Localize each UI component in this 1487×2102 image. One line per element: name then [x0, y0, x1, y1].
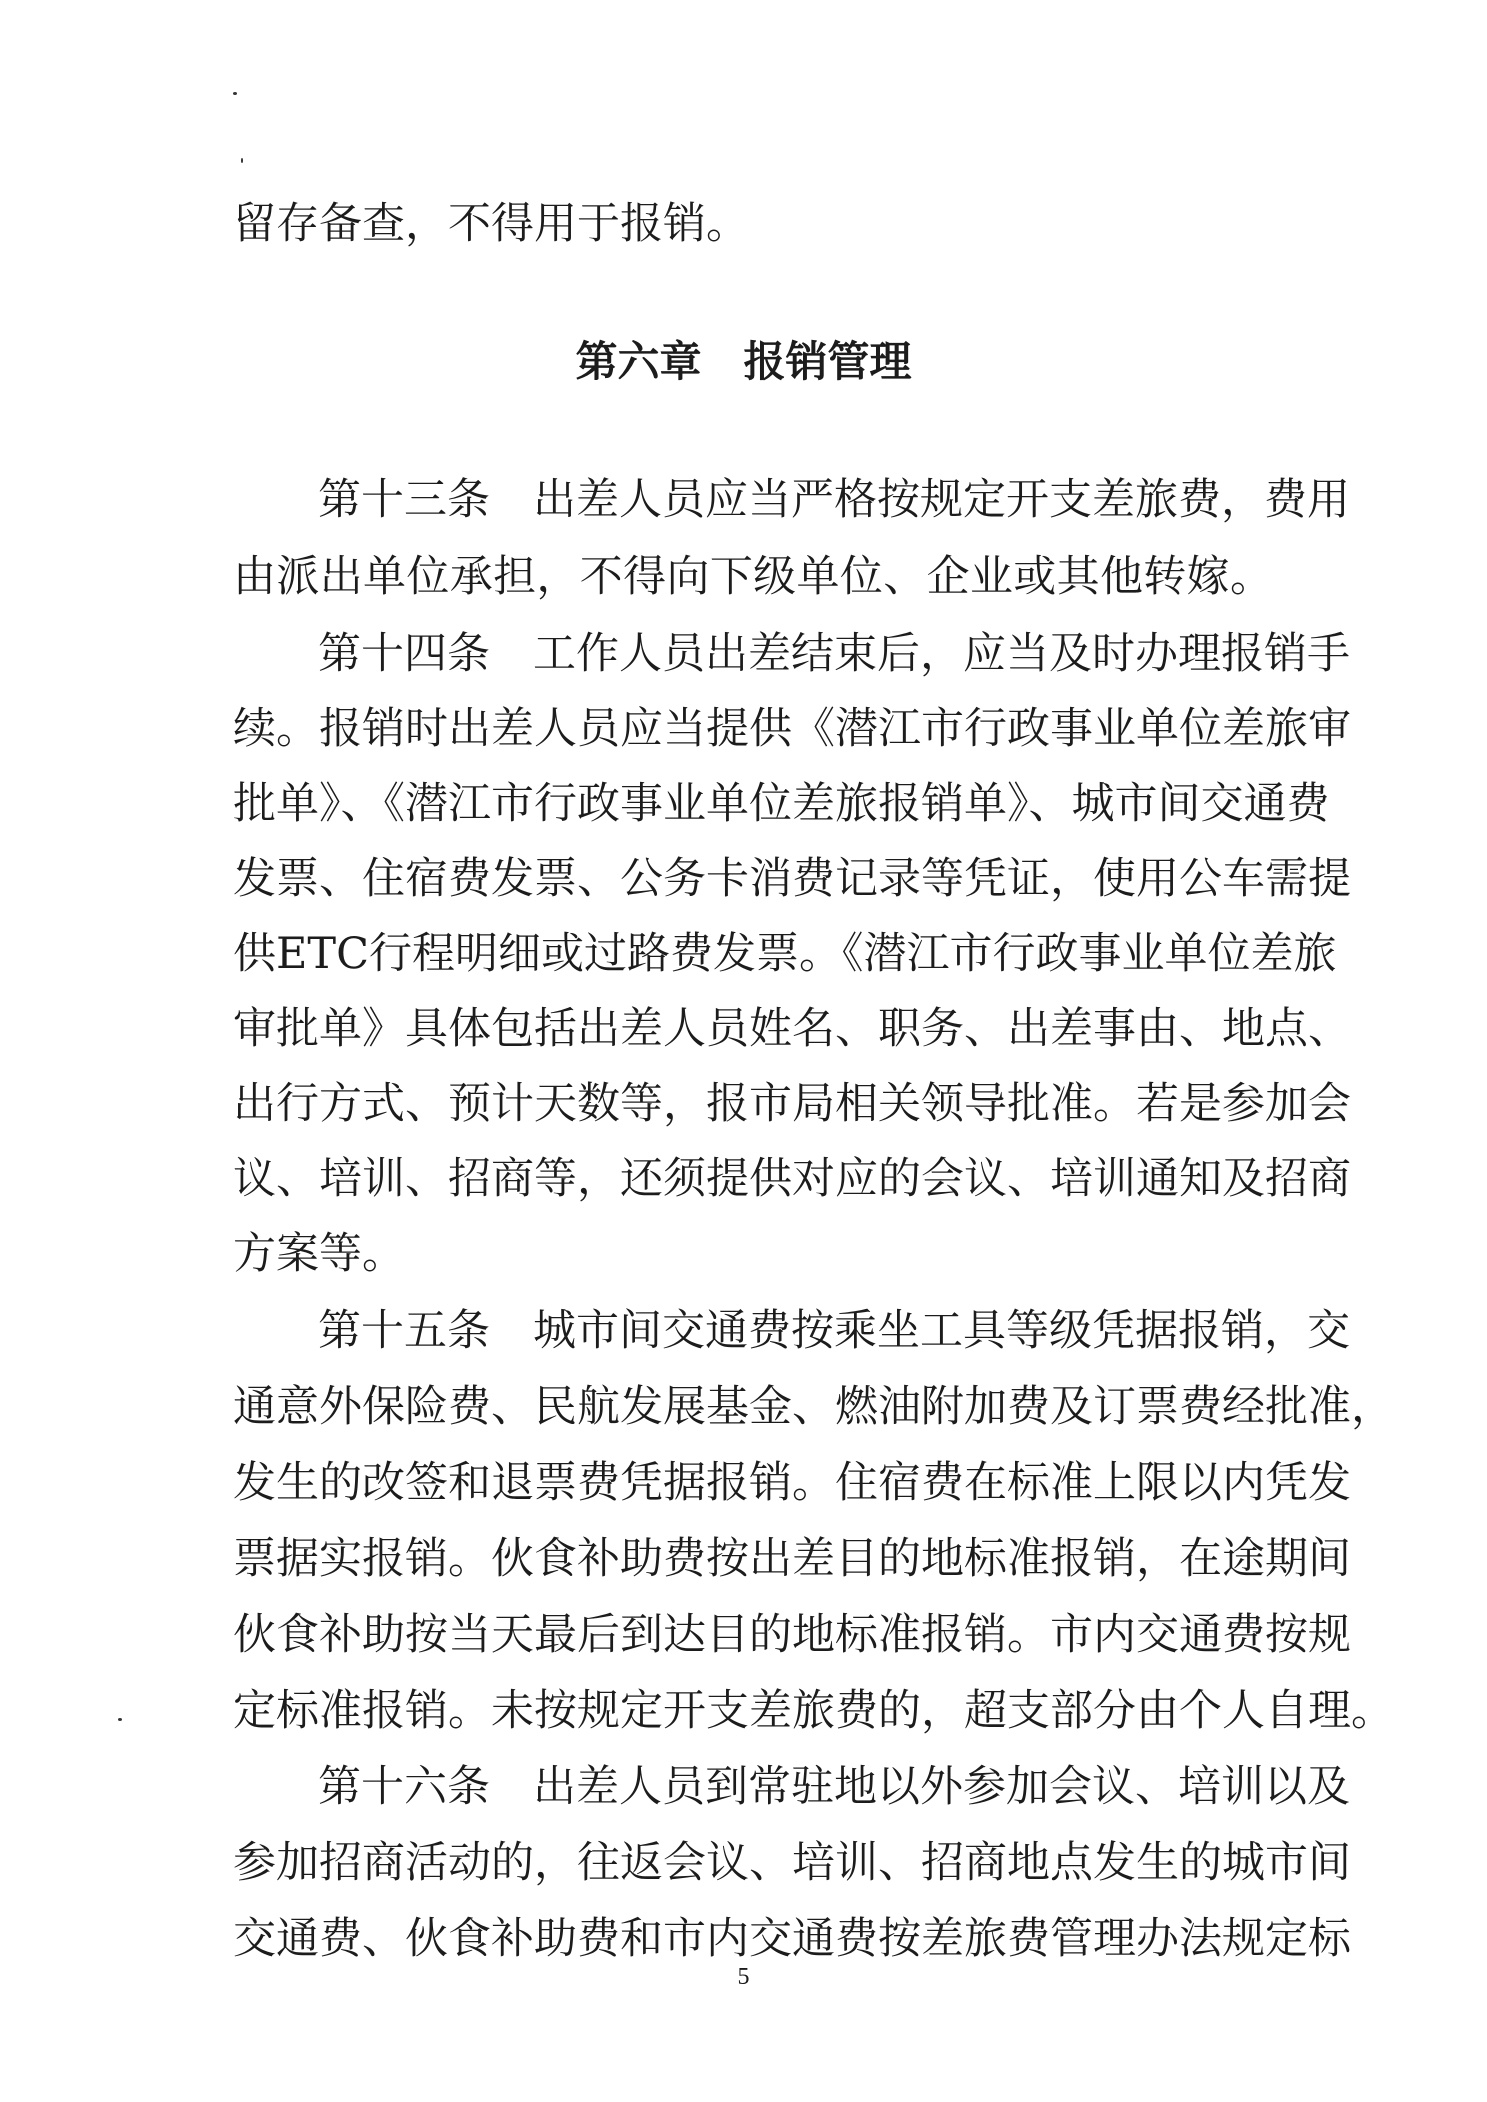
paragraph-line: 票据实报销。伙食补助费按出差目的地标准报销，在途期间: [233, 1534, 1351, 1584]
paragraph-line: 批单》、《潜江市行政事业单位差旅报销单》、城市间交通费: [233, 779, 1330, 829]
paragraph-line: 第十四条 工作人员出差结束后，应当及时办理报销手: [318, 629, 1350, 679]
page-number: 5: [737, 1964, 750, 1990]
paragraph-line: 由派出单位承担，不得向下级单位、企业或其他转嫁。: [233, 552, 1273, 602]
paragraph-line: 定标准报销。未按规定开支差旅费的，超支部分由个人自理。: [233, 1686, 1394, 1736]
paragraph-line: 发生的改签和退票费凭据报销。住宿费在标准上限以内凭发: [233, 1458, 1351, 1508]
paragraph-line: 第十五条 城市间交通费按乘坐工具等级凭据报销，交: [318, 1306, 1350, 1356]
paragraph-line: 审批单》具体包括出差人员姓名、职务、出差事由、地点、: [233, 1004, 1351, 1054]
scan-speck: [118, 1718, 122, 1721]
scan-speck: [233, 92, 237, 95]
chapter-heading: 第六章 报销管理: [575, 337, 912, 386]
paragraph-line: 发票、住宿费发票、公务卡消费记录等凭证，使用公车需提: [233, 854, 1351, 904]
paragraph-line: 方案等。: [233, 1229, 405, 1279]
paragraph-line: 伙食补助按当天最后到达目的地标准报销。市内交通费按规: [233, 1610, 1351, 1660]
paragraph-line: 续。报销时出差人员应当提供《潜江市行政事业单位差旅审: [233, 704, 1351, 754]
paragraph-line: 出行方式、预计天数等，报市局相关领导批准。若是参加会: [233, 1079, 1351, 1129]
paragraph-line: 供ETC行程明细或过路费发票。《潜江市行政事业单位差旅: [233, 929, 1337, 979]
paragraph-line: 议、培训、招商等，还须提供对应的会议、培训通知及招商: [233, 1154, 1351, 1204]
continuation-text: 留存备查，不得用于报销。: [233, 199, 749, 249]
paragraph-line: 第十六条 出差人员到常驻地以外参加会议、培训以及: [318, 1762, 1350, 1812]
scan-speck: [241, 158, 243, 163]
paragraph-line: 通意外保险费、民航发展基金、燃油附加费及订票费经批准，: [233, 1382, 1394, 1432]
paragraph-line: 参加招商活动的，往返会议、培训、招商地点发生的城市间: [233, 1838, 1351, 1888]
paragraph-line: 交通费、伙食补助费和市内交通费按差旅费管理办法规定标: [233, 1914, 1351, 1964]
paragraph-line: 第十三条 出差人员应当严格按规定开支差旅费，费用: [318, 475, 1350, 525]
